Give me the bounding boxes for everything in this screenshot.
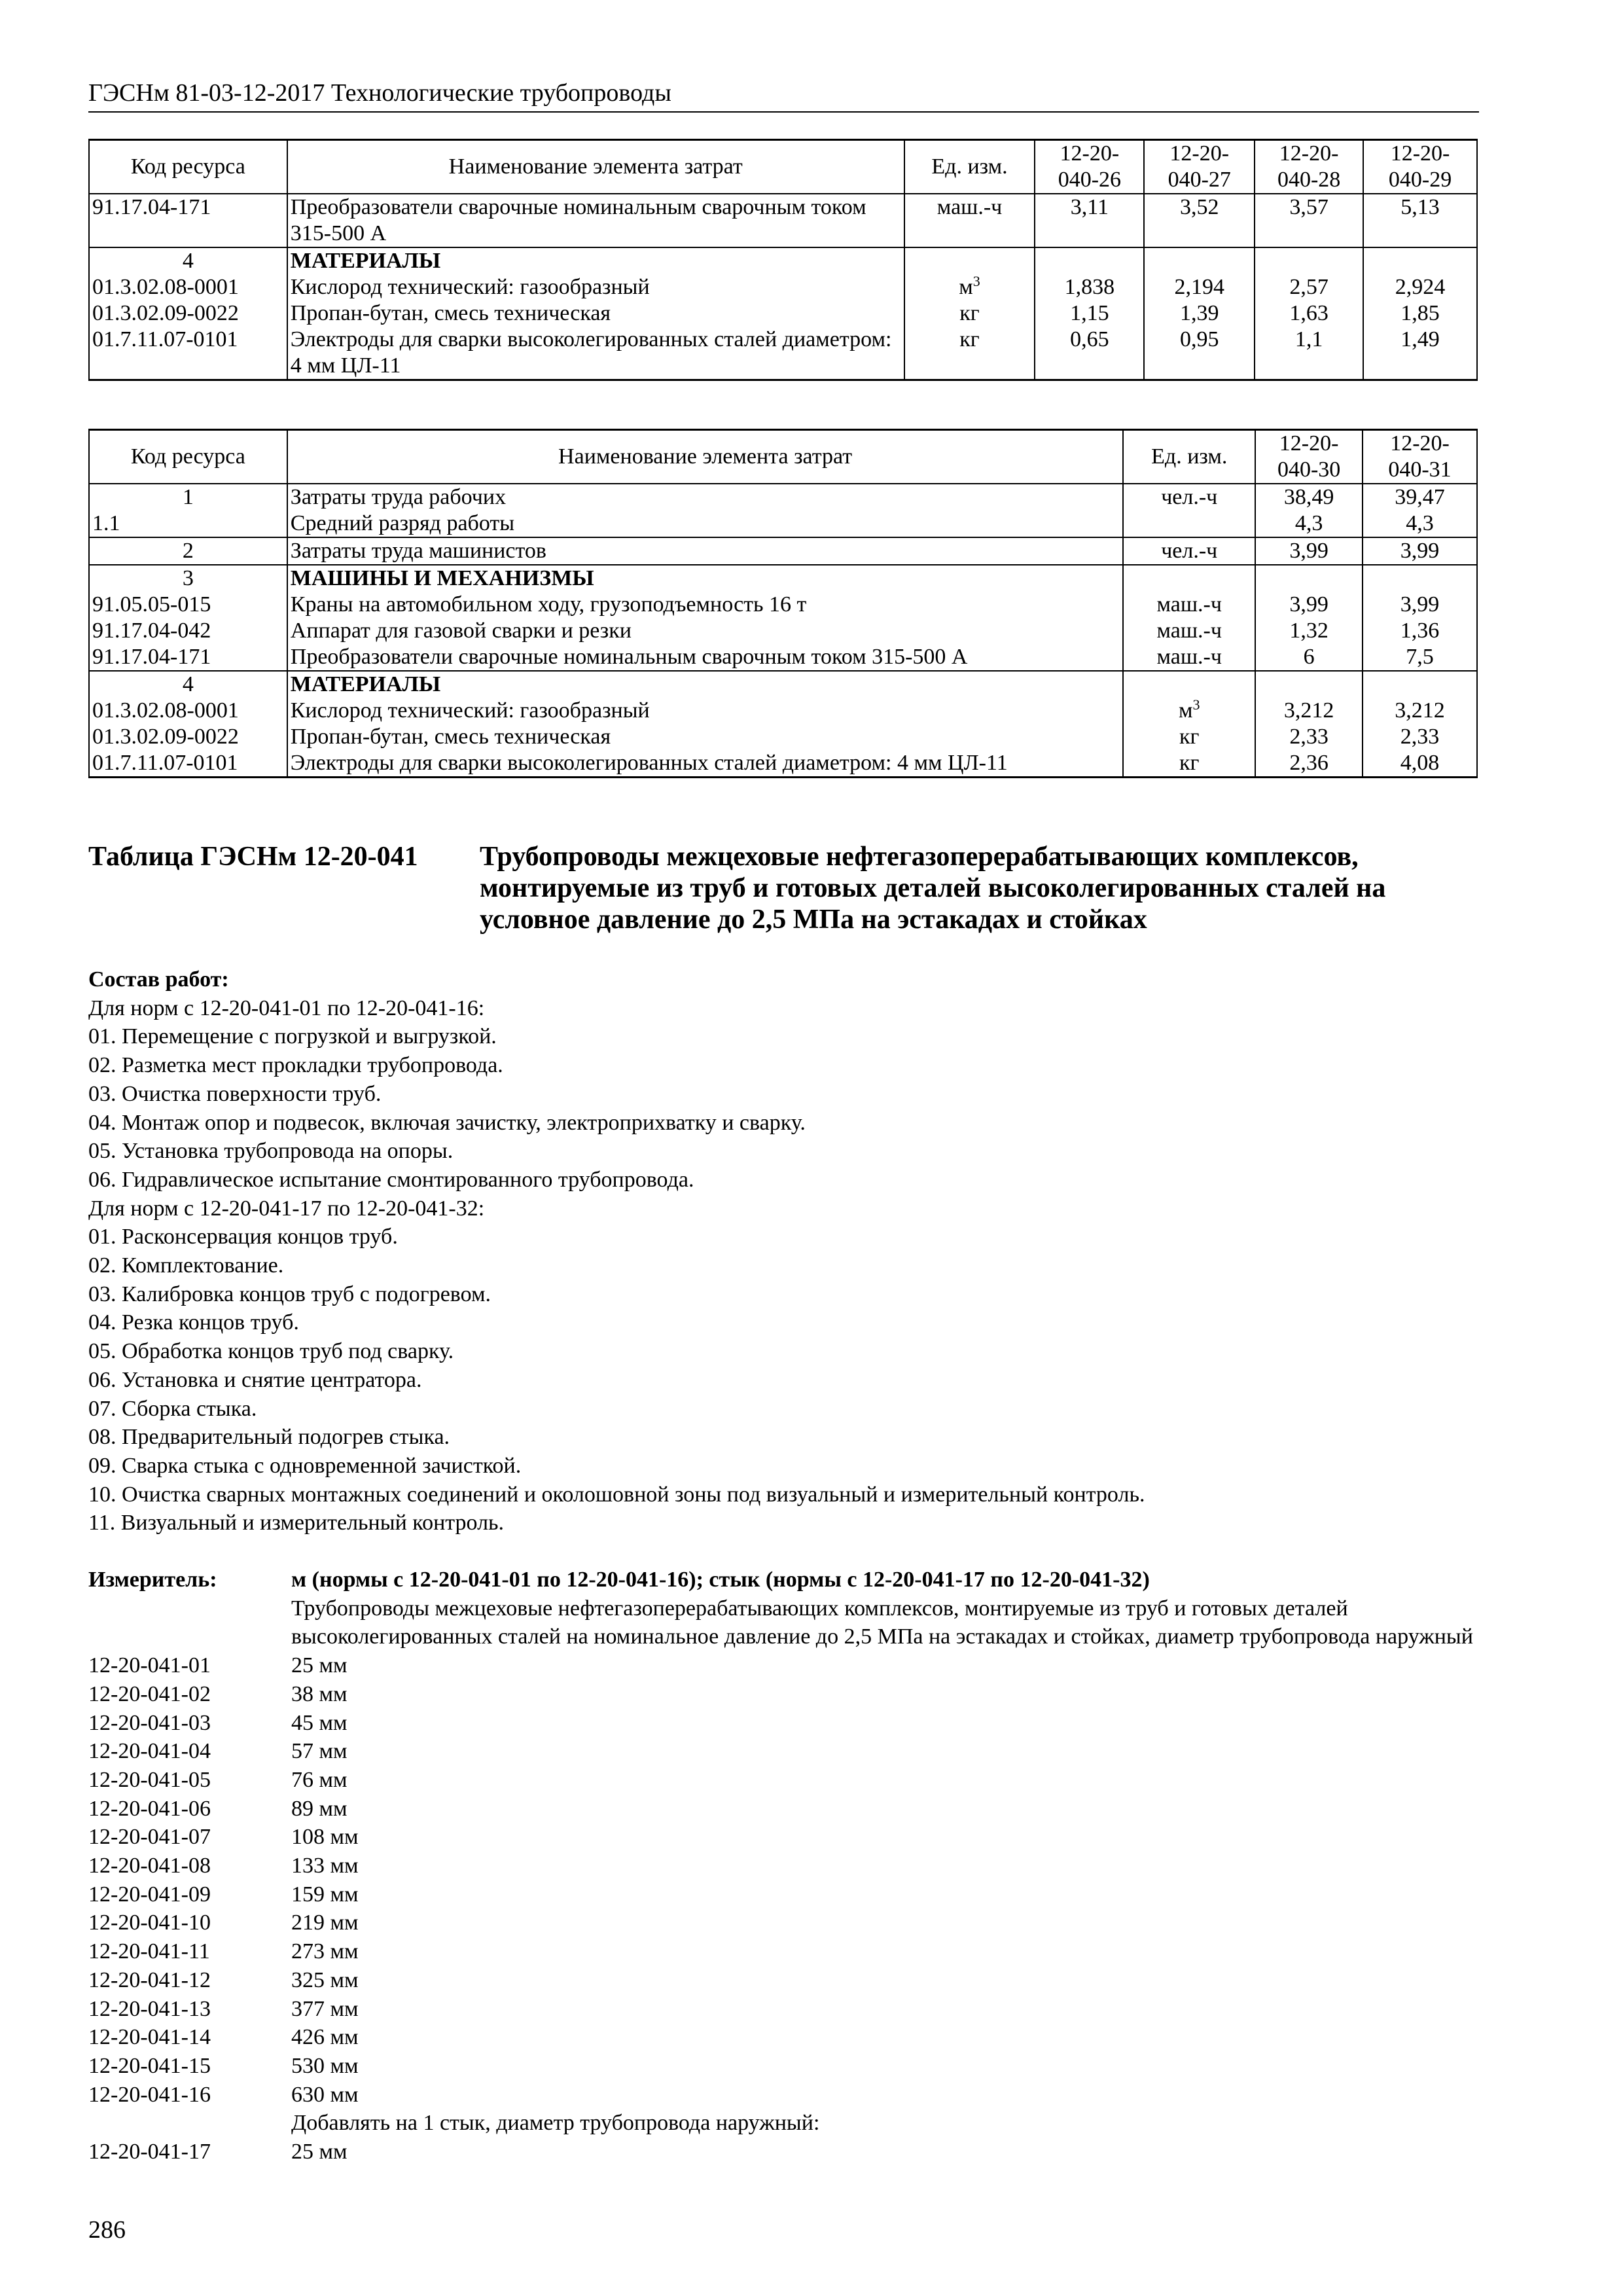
cell-unit xyxy=(1123,511,1255,537)
works-line: 03. Очистка поверхности труб. xyxy=(88,1081,382,1106)
cell-value: 1,63 xyxy=(1255,300,1363,327)
cell-unit xyxy=(904,194,1035,247)
cell-code: 1 xyxy=(89,484,287,511)
cell-value: 5,13 xyxy=(1363,194,1477,247)
cell-unit-text: кг xyxy=(959,301,980,325)
cell-code: 91.05.05-015 xyxy=(89,592,287,618)
cell-value: 2,33 xyxy=(1255,724,1363,750)
cell-value: 4,08 xyxy=(1363,750,1477,778)
table-row xyxy=(89,592,1477,618)
cell-unit xyxy=(904,300,1035,327)
cell-name: Затраты труда рабочих xyxy=(287,484,1124,511)
cell-unit xyxy=(1123,671,1255,698)
cell-value: 2,194 xyxy=(1144,274,1255,300)
table-row xyxy=(89,644,1477,671)
cell-value xyxy=(1144,247,1255,274)
measure-item-row xyxy=(88,1937,1482,1966)
measure-item-code: 12-20-041-17 xyxy=(88,2140,211,2164)
measure-add-note-row xyxy=(88,2109,1482,2138)
measure-item-size: 219 мм xyxy=(291,1910,359,1935)
cell-code: 01.3.02.08-0001 xyxy=(89,274,287,300)
cell-code: 91.17.04-171 xyxy=(89,194,287,247)
measure-item-size: 38 мм xyxy=(291,1681,348,1706)
measure-item-size: 159 мм xyxy=(291,1882,359,1907)
cell-value: 6 xyxy=(1255,644,1363,671)
measure-item-row xyxy=(88,1680,1482,1709)
cell-value xyxy=(1255,247,1363,274)
measure-item-size: 530 мм xyxy=(291,2053,359,2078)
table-row xyxy=(89,274,1477,300)
measure-item-row xyxy=(88,1852,1482,1880)
cell-code: 91.17.04-042 xyxy=(89,618,287,644)
works-line: 06. Установка и снятие центратора. xyxy=(88,1367,422,1392)
table-row xyxy=(89,194,1477,247)
measure-item-code: 12-20-041-13 xyxy=(88,1996,211,2021)
cell-unit-text: маш.-ч xyxy=(1156,645,1222,669)
measure-row xyxy=(88,1566,1482,1594)
cell-value: 1,49 xyxy=(1363,327,1477,380)
measure-item-row xyxy=(88,1880,1482,1909)
col-header-code: Код ресурса xyxy=(89,140,287,194)
measure-item-code: 12-20-041-01 xyxy=(88,1653,211,1678)
table-header-row xyxy=(89,140,1477,194)
cell-value: 38,49 xyxy=(1255,484,1363,511)
cell-code: 4 xyxy=(89,247,287,274)
cell-value xyxy=(1255,671,1363,698)
measure-item-code: 12-20-041-03 xyxy=(88,1710,211,1735)
cell-value: 1,15 xyxy=(1035,300,1144,327)
cell-name: Преобразователи сварочные номинальным сварочным током 315-500 А xyxy=(287,194,904,247)
col-header-norm xyxy=(1035,140,1144,194)
cell-value: 1,1 xyxy=(1255,327,1363,380)
measure-item-row xyxy=(88,1909,1482,1937)
measure-item-size: 25 мм xyxy=(291,2140,348,2164)
col-header-norm-text: 12-20- 040-26 xyxy=(1058,141,1122,192)
table-row xyxy=(89,537,1477,565)
cell-name: Средний разряд работы xyxy=(287,511,1124,537)
measure-item-code: 12-20-041-12 xyxy=(88,1967,211,1992)
cell-name: Преобразователи сварочные номинальным сварочным током 315-500 А xyxy=(287,644,1124,671)
cell-value: 3,11 xyxy=(1035,194,1144,247)
cell-value xyxy=(1363,565,1477,592)
unit-superscript: 3 xyxy=(972,273,980,289)
cell-value: 0,95 xyxy=(1144,327,1255,380)
measure-item-row xyxy=(88,1766,1482,1795)
cell-unit xyxy=(1123,537,1255,565)
measure-add-note: Добавлять на 1 стык, диаметр трубопровода наружный: xyxy=(291,2111,820,2136)
cell-value: 1,85 xyxy=(1363,300,1477,327)
resource-table-040-26-29 xyxy=(88,139,1478,381)
col-header-norm xyxy=(1255,140,1363,194)
measure-item-row xyxy=(88,1737,1482,1766)
works-line: 09. Сварка стыка с одновременной зачисткой. xyxy=(88,1453,522,1478)
cell-name: Затраты труда машинистов xyxy=(287,537,1124,565)
works-line: 01. Перемещение с погрузкой и выгрузкой. xyxy=(88,1024,497,1049)
measure-item-size: 325 мм xyxy=(291,1967,359,1992)
cell-value: 7,5 xyxy=(1363,644,1477,671)
col-header-name: Наименование элемента затрат xyxy=(287,430,1124,484)
measure-item-row xyxy=(88,1795,1482,1823)
col-header-norm xyxy=(1363,430,1477,484)
section-label: Таблица ГЭСНм 12-20-041 xyxy=(88,842,418,872)
cell-value: 0,65 xyxy=(1035,327,1144,380)
table-row xyxy=(89,484,1477,511)
cell-unit xyxy=(904,274,1035,300)
measure-item-code: 12-20-041-11 xyxy=(88,1939,210,1964)
cell-name: МАТЕРИАЛЫ xyxy=(287,247,904,274)
table-body xyxy=(89,194,1477,380)
table-header-row xyxy=(89,430,1477,484)
measure-item-row xyxy=(88,2138,1482,2166)
cell-unit xyxy=(904,327,1035,380)
measure-items-2 xyxy=(88,2138,1482,2166)
measure-item-code: 12-20-041-16 xyxy=(88,2082,211,2107)
measure-item-size: 377 мм xyxy=(291,1996,359,2021)
measure-item-row xyxy=(88,1709,1482,1738)
cell-value: 4,3 xyxy=(1255,511,1363,537)
cell-unit-text: м xyxy=(1178,698,1193,723)
measure-item-size: 133 мм xyxy=(291,1854,359,1878)
works-line: 03. Калибровка концов труб с подогревом. xyxy=(88,1282,491,1306)
resource-table-040-30-31 xyxy=(88,429,1478,778)
cell-name: МАШИНЫ И МЕХАНИЗМЫ xyxy=(287,565,1124,592)
cell-code: 1.1 xyxy=(89,511,287,537)
measure-item-row xyxy=(88,1966,1482,1995)
cell-name: МАТЕРИАЛЫ xyxy=(287,671,1124,698)
measure-label: Измеритель: xyxy=(88,1568,217,1592)
works-line: 10. Очистка сварных монтажных соединений и околошовной зоны под визуальный и измерительный контроль. xyxy=(88,1482,1145,1507)
measure-item-size: 273 мм xyxy=(291,1939,359,1964)
cell-code: 01.3.02.09-0022 xyxy=(89,724,287,750)
cell-value: 39,47 xyxy=(1363,484,1477,511)
cell-name: Краны на автомобильном ходу, грузоподъемность 16 т xyxy=(287,592,1124,618)
measure-item-size: 108 мм xyxy=(291,1825,359,1850)
spacer xyxy=(88,2109,291,2138)
cell-value: 2,924 xyxy=(1363,274,1477,300)
works-line: 05. Обработка концов труб под сварку. xyxy=(88,1339,454,1364)
cell-value xyxy=(1035,247,1144,274)
works-block xyxy=(88,965,1145,1537)
measure-item-code: 12-20-041-14 xyxy=(88,2025,211,2050)
works-line: 08. Предварительный подогрев стыка. xyxy=(88,1425,450,1450)
measure-item-size: 57 мм xyxy=(291,1739,348,1764)
measure-item-row xyxy=(88,2052,1482,2081)
measure-item-size: 25 мм xyxy=(291,1653,348,1678)
cell-value: 1,838 xyxy=(1035,274,1144,300)
measure-item-row xyxy=(88,1823,1482,1852)
col-header-norm-text: 12-20- 040-30 xyxy=(1277,431,1341,482)
col-header-unit: Ед. изм. xyxy=(1123,430,1255,484)
cell-value: 3,99 xyxy=(1363,537,1477,565)
page-number: 286 xyxy=(88,2216,126,2244)
cell-unit xyxy=(1123,750,1255,778)
cell-code: 01.7.11.07-0101 xyxy=(89,750,287,778)
cell-value xyxy=(1363,671,1477,698)
measure-value: м (нормы с 12-20-041-01 по 12-20-041-16); стык (нормы с 12-20-041-17 по 12-20-041-32) xyxy=(291,1568,1150,1592)
col-header-norm xyxy=(1144,140,1255,194)
cell-value: 1,39 xyxy=(1144,300,1255,327)
cell-value: 3,99 xyxy=(1363,592,1477,618)
table-row xyxy=(89,698,1477,724)
table-row xyxy=(89,565,1477,592)
cell-name: Электроды для сварки высоколегированных сталей диаметром: 4 мм ЦЛ-11 xyxy=(287,750,1124,778)
col-header-norm-text: 12-20- 040-27 xyxy=(1168,141,1231,192)
cell-name: Кислород технический: газообразный xyxy=(287,698,1124,724)
measure-items xyxy=(88,1651,1482,2109)
measure-item-code: 12-20-041-08 xyxy=(88,1854,211,1878)
measure-item-code: 12-20-041-09 xyxy=(88,1882,211,1907)
measure-item-row xyxy=(88,2081,1482,2109)
cell-name: Пропан-бутан, смесь техническая xyxy=(287,300,904,327)
cell-code: 91.17.04-171 xyxy=(89,644,287,671)
cell-unit xyxy=(1123,644,1255,671)
cell-unit xyxy=(1123,565,1255,592)
col-header-unit: Ед. изм. xyxy=(904,140,1035,194)
measure-item-size: 45 мм xyxy=(291,1710,348,1735)
cell-name: Электроды для сварки высоколегированных сталей диаметром: 4 мм ЦЛ-11 xyxy=(287,327,904,380)
works-line: Для норм с 12-20-041-01 по 12-20-041-16: xyxy=(88,996,485,1020)
measure-item-code: 12-20-041-02 xyxy=(88,1681,211,1706)
measure-item-size: 630 мм xyxy=(291,2082,359,2107)
cell-code: 2 xyxy=(89,537,287,565)
cell-name: Аппарат для газовой сварки и резки xyxy=(287,618,1124,644)
measure-item-row xyxy=(88,2023,1482,2052)
works-line: 04. Резка концов труб. xyxy=(88,1310,299,1335)
cell-value xyxy=(1255,565,1363,592)
measure-item-code: 12-20-041-04 xyxy=(88,1739,211,1764)
table-row xyxy=(89,247,1477,274)
cell-code: 01.3.02.08-0001 xyxy=(89,698,287,724)
cell-value: 3,57 xyxy=(1255,194,1363,247)
cell-unit-text: кг xyxy=(959,327,980,351)
table-row xyxy=(89,750,1477,778)
cell-unit-text: кг xyxy=(1179,751,1200,775)
cell-value: 3,99 xyxy=(1255,592,1363,618)
page-header: ГЭСНм 81-03-12-2017 Технологические трубопроводы xyxy=(88,77,1479,113)
cell-value: 1,36 xyxy=(1363,618,1477,644)
cell-code: 01.7.11.07-0101 xyxy=(89,327,287,380)
measure-item-code: 12-20-041-15 xyxy=(88,2053,211,2078)
cell-unit-text: чел.-ч xyxy=(1161,485,1218,509)
works-line: 04. Монтаж опор и подвесок, включая зачистку, электроприхватку и сварку. xyxy=(88,1110,806,1135)
works-line: 01. Расконсервация концов труб. xyxy=(88,1225,398,1249)
works-line: 06. Гидравлическое испытание смонтированного трубопровода. xyxy=(88,1167,694,1192)
cell-value: 2,33 xyxy=(1363,724,1477,750)
col-header-norm-text: 12-20- 040-28 xyxy=(1277,141,1341,192)
cell-value: 3,52 xyxy=(1144,194,1255,247)
works-line: 02. Комплектование. xyxy=(88,1253,284,1278)
cell-unit-text: м xyxy=(959,275,973,299)
measure-item-size: 89 мм xyxy=(291,1796,348,1821)
measure-description-row xyxy=(88,1594,1482,1651)
measure-block xyxy=(88,1566,1482,2166)
cell-unit-text: маш.-ч xyxy=(936,195,1003,219)
col-header-code: Код ресурса xyxy=(89,430,287,484)
cell-value: 3,212 xyxy=(1255,698,1363,724)
cell-code: 3 xyxy=(89,565,287,592)
table-row xyxy=(89,724,1477,750)
works-line: 07. Сборка стыка. xyxy=(88,1396,257,1421)
works-line: 02. Разметка мест прокладки трубопровода. xyxy=(88,1053,503,1078)
table-row xyxy=(89,327,1477,380)
cell-unit xyxy=(1123,618,1255,644)
cell-unit xyxy=(1123,724,1255,750)
measure-description: Трубопроводы межцеховые нефтегазоперерабатывающих комплексов, монтируемые из труб и готовых деталей высоколегированных сталей на номинальное давление до 2,5 МПа на эстакадах и стойках, диаметр трубопровода наружный xyxy=(291,1596,1473,1649)
cell-code: 01.3.02.09-0022 xyxy=(89,300,287,327)
measure-item-row xyxy=(88,1995,1482,2024)
cell-unit-text: маш.-ч xyxy=(1156,592,1222,617)
table-row xyxy=(89,618,1477,644)
table-row xyxy=(89,671,1477,698)
cell-value: 1,32 xyxy=(1255,618,1363,644)
works-heading: Состав работ: xyxy=(88,967,229,992)
cell-name: Пропан-бутан, смесь техническая xyxy=(287,724,1124,750)
spacer xyxy=(88,1594,291,1651)
col-header-norm xyxy=(1255,430,1363,484)
works-line: 05. Установка трубопровода на опоры. xyxy=(88,1139,454,1164)
measure-item-code: 12-20-041-05 xyxy=(88,1767,211,1792)
works-list xyxy=(88,994,1145,1537)
col-header-norm xyxy=(1363,140,1477,194)
section-title: Трубопроводы межцеховые нефтегазоперерабатывающих комплексов, монтируемые из труб и готовых деталей высоколегированных сталей на условное давление до 2,5 МПа на эстакадах и стойках xyxy=(480,842,1386,935)
cell-unit-text: чел.-ч xyxy=(1161,539,1218,563)
works-line: Для норм с 12-20-041-17 по 12-20-041-32: xyxy=(88,1196,485,1221)
cell-unit xyxy=(1123,484,1255,511)
table-row xyxy=(89,511,1477,537)
col-header-norm-text: 12-20- 040-29 xyxy=(1388,141,1452,192)
table-body xyxy=(89,484,1477,778)
cell-unit-text: маш.-ч xyxy=(1156,619,1222,643)
measure-item-size: 76 мм xyxy=(291,1767,348,1792)
measure-item-code: 12-20-041-07 xyxy=(88,1825,211,1850)
measure-item-row xyxy=(88,1651,1482,1680)
measure-item-size: 426 мм xyxy=(291,2025,359,2050)
unit-superscript: 3 xyxy=(1192,696,1200,713)
measure-item-code: 12-20-041-10 xyxy=(88,1910,211,1935)
cell-value: 4,3 xyxy=(1363,511,1477,537)
col-header-norm-text: 12-20- 040-31 xyxy=(1388,431,1452,482)
cell-value: 3,99 xyxy=(1255,537,1363,565)
cell-unit xyxy=(1123,698,1255,724)
cell-unit xyxy=(1123,592,1255,618)
table-row xyxy=(89,300,1477,327)
measure-item-code: 12-20-041-06 xyxy=(88,1796,211,1821)
cell-name: Кислород технический: газообразный xyxy=(287,274,904,300)
col-header-name: Наименование элемента затрат xyxy=(287,140,904,194)
cell-code: 4 xyxy=(89,671,287,698)
cell-value: 3,212 xyxy=(1363,698,1477,724)
cell-value: 2,36 xyxy=(1255,750,1363,778)
cell-value xyxy=(1363,247,1477,274)
cell-unit-text: кг xyxy=(1179,725,1200,749)
cell-value: 2,57 xyxy=(1255,274,1363,300)
works-line: 11. Визуальный и измерительный контроль. xyxy=(88,1511,505,1535)
cell-unit xyxy=(904,247,1035,274)
